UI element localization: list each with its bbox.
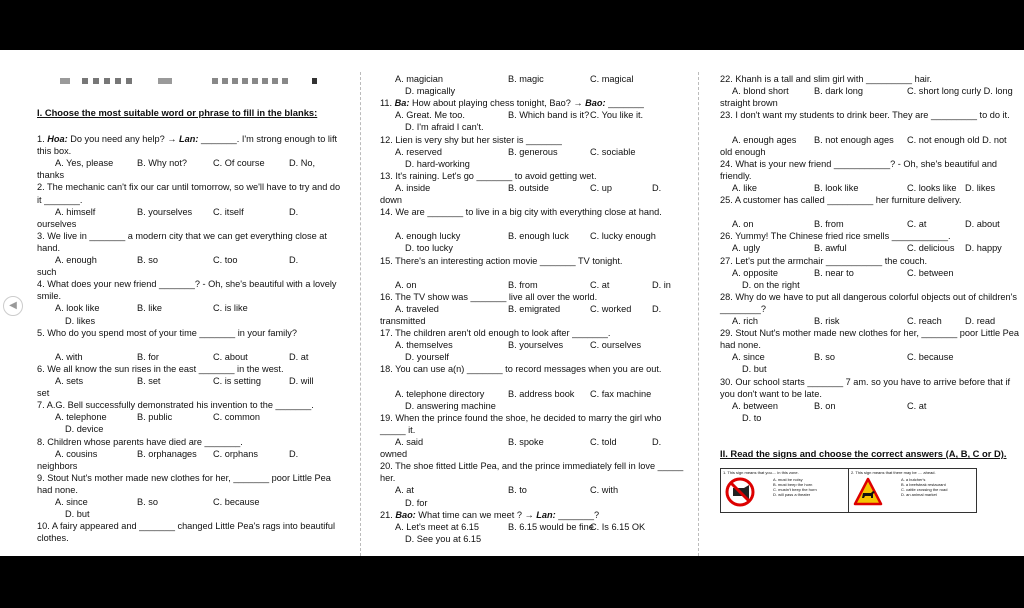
answer-option: B. enough luck [508,231,569,242]
question-fragment: What time can we meet ? → [415,509,537,520]
answer-option: A. inside [395,182,431,193]
question-text: old enough [720,146,766,157]
answer-option: D. [652,182,662,193]
question-text: 20. The shoe fitted Little Pea, and the prince immediately fell in love _____ [380,461,684,472]
sign-question: 1. This sign means that you.... in this zone. [723,470,799,475]
answer-option: A. said [395,437,424,447]
column-2 [380,50,684,556]
answer-option: D. [289,206,299,217]
speaker-name: Ba: [394,98,410,109]
answer-option: B. public [137,412,173,423]
question-text: 22. Khanh is a tall and slim girl with _________ hair. [720,74,932,84]
answer-option: A. himself [55,206,96,217]
sign-option: A. a butcher's [901,477,926,482]
column-divider [698,72,699,556]
question-text: 6. We all know the sun rises in the east _______ in the west. [37,363,284,374]
question-text: neighbors [37,460,78,471]
answer-option: B. magic [508,74,544,84]
question-text: friendly. [720,170,752,181]
question-text [37,133,337,145]
answer-option: A. on [732,219,754,230]
answer-option: B. Which band is it? [508,110,590,121]
question-text: 27. Let's put the armchair ___________ the couch. [720,255,928,266]
question-text: down [380,195,402,205]
answer-option: C. at [907,219,927,230]
answer-option: A. traveled [395,303,439,314]
answer-option: A. Great. Me too. [395,110,465,121]
answer-option: A. on [395,279,417,290]
answer-option: A. reserved [395,146,442,157]
question-text: 19. When the prince found the shoe, he decided to marry the girl who [380,412,662,423]
answer-option: A. Let's meet at 6.15 [395,521,479,532]
answer-option: B. outside [508,182,549,193]
no-horn-sign-icon [725,477,755,507]
question-text: hand. [37,242,60,253]
question-text: 15. There's an interesting action movie _______ TV tonight. [380,255,623,266]
question-text: this box. [37,146,72,157]
answer-option: B. near to [814,267,854,278]
sign-item-2 [849,469,976,512]
answer-option: D. [652,437,662,447]
question-text: owned [380,449,408,460]
answer-option: D. answering machine [405,400,496,411]
answer-option: D. [652,303,662,314]
answer-option: B. Why not? [137,158,188,169]
question-fragment: How about playing chess tonight, Bao? → [409,98,586,109]
sign-option: B. must beep the horn [773,482,813,487]
answer-option: B. risk [814,316,840,326]
section-title: II. Read the signs and choose the correct answers (A, B, C or D). [720,448,1007,459]
previous-page-button[interactable] [3,296,23,316]
answer-option: C. ourselves [590,340,642,351]
answer-option: C. told [590,437,617,447]
sign-option: D. an animal market [901,492,937,497]
question-text: 23. I don't want my students to drink beer. They are _________ to do it. [720,110,1010,121]
answer-option: B. set [137,376,161,386]
answer-option: B. awful [814,243,847,254]
sign-item-1 [721,469,849,512]
answer-option: D. hard-working [405,158,470,169]
question-text: 30. Our school starts _______ 7 am. so you have to arrive before that if [720,376,1011,387]
question-fragment: _______ [605,98,644,109]
answer-option: D. likes [65,315,96,326]
question-text: 12. Lien is very shy but her sister is _______ [380,134,562,145]
answer-option: B. so [814,352,835,363]
question-text: set [37,388,50,399]
question-text: such [37,267,57,278]
question-fragment: _______. I'm strong enough to lift [198,134,338,144]
answer-option: A. opposite [732,267,778,278]
column-divider [360,72,361,556]
question-text: 24. What is your new friend ___________? - Oh, she's beautiful and [720,158,998,169]
answer-option: D. device [65,424,104,435]
bottom-black-bar [0,556,1024,608]
answer-option: D. [289,255,299,265]
document-page [0,50,1024,556]
answer-option: C. delicious [907,243,955,254]
answer-option: C. at [907,400,927,411]
answer-option: C. itself [213,206,244,217]
answer-option: C. worked [590,303,632,314]
answer-option: D. happy [965,243,1002,254]
answer-option: C. orphans [213,448,258,459]
answer-option: C. too [213,255,238,265]
sign-option: D. will pass a theater [773,492,811,497]
answer-option: B. for [137,351,159,362]
answer-option: B. not enough ages [814,134,894,145]
answer-option: D. on the right [742,279,800,290]
answer-option: B. from [814,219,844,230]
answer-option: C. between [907,267,954,278]
answer-option: D. too lucky [405,243,453,254]
answer-option: D. to [742,412,762,423]
answer-option: A. since [55,497,88,507]
chevron-left-icon: ◀ [9,300,17,311]
question-text: had none. [37,484,78,495]
question-text: ________? [720,303,766,314]
question-text [380,509,599,521]
question-text: 4. What does your new friend _______? - Oh, she's beautiful with a lovely [37,279,337,290]
answer-option: D. will [289,376,314,386]
answer-option: C. sociable [590,146,636,157]
question-text: 5. Who do you spend most of your time _______ in your family? [37,327,297,338]
speaker-name: Lan: [179,134,199,144]
question-text: it _______. [37,194,83,205]
question-text: 8. Children whose parents have died are _______. [37,436,243,447]
answer-option: C. magical [590,74,634,84]
question-text: 2. The mechanic can't fix our car until tomorrow, so we'll have to try and do [37,182,341,193]
answer-option: A. themselves [395,340,453,351]
answer-option: A. enough lucky [395,231,461,242]
question-text: her. [380,473,396,484]
answer-option: B. orphanages [137,448,197,459]
question-text: 17. The children aren't old enough to look after _______. [380,328,611,339]
answer-option: A. like [732,182,758,193]
answer-option: C. not enough old D. not [907,134,1007,145]
question-text: clothes. [37,533,69,544]
sign-option: A. must be noisy [773,477,803,482]
answer-option: C. common [213,412,260,423]
answer-option: D. yourself [405,352,449,363]
question-fragment: 21. [380,509,396,520]
answer-option: A. telephone [55,412,107,423]
answer-option: B. from [508,279,538,290]
question-text: 29. Stout Nut's mother made new clothes for her, _______ poor Little Pea [720,328,1019,339]
answer-option: A. blond short [732,86,789,97]
question-text [380,97,644,109]
answer-option: C. is like [213,303,248,314]
question-text: 3. We live in _______ a modern city that we can get everything close at [37,230,327,241]
answer-option: C. fax machine [590,388,652,399]
answer-option: A. look like [55,303,100,314]
answer-option: D. read [965,316,996,326]
sign-options [773,477,817,497]
answer-option: C. reach [907,316,942,326]
answer-option: A. enough ages [732,134,797,145]
question-fragment: Do you need any help? → [67,134,179,144]
answer-option: D. in [652,279,671,290]
question-text: 16. The TV show was _______ live all over the world. [380,291,598,302]
answer-option: A. sets [55,376,84,386]
speaker-name: Bao: [585,98,606,109]
section-title: I. Choose the most suitable word or phrase to fill in the blanks: [37,107,318,118]
question-text: 18. You can use a(n) _______ to record messages when you are out. [380,364,662,375]
question-text: transmitted [380,316,426,326]
speaker-name: Hoa: [47,134,68,144]
question-text: _____ it. [380,424,416,435]
answer-option: B. like [137,303,163,314]
answer-option: D. See you at 6.15 [405,533,482,544]
answer-option: B. yourselves [508,340,564,351]
question-text: 14. We are _______ to live in a big city with everything close at hand. [380,207,662,218]
sign-option: B. a beefsteak restaurant [901,482,946,487]
question-text: 28. Why do we have to put all dangerous colorful objects out of children's [720,291,1017,302]
answer-option: C. Of course [213,158,265,169]
answer-option: D. but [65,509,90,520]
answer-option: A. ugly [732,243,761,254]
answer-option: B. emigrated [508,303,561,314]
answer-option: B. yourselves [137,206,193,217]
answer-option: C. lucky enough [590,231,656,242]
answer-option: D. magically [405,86,456,97]
answer-option: D. but [742,364,767,375]
answer-option: C. short long curly D. long [907,86,1013,97]
answer-option: C. You like it. [590,110,644,121]
answer-option: D. I'm afraid I can't. [405,122,484,133]
question-text: 10. A fairy appeared and _______ changed Little Pea's rags into beautiful [37,521,336,532]
answer-option: A. enough [55,255,97,265]
question-text: 13. It's raining. Let's go _______ to avoid getting wet. [380,170,597,181]
answer-option: A. rich [732,316,759,326]
answer-option: D. at [289,351,309,362]
answer-option: A. since [732,352,765,363]
question-text: straight brown [720,98,778,109]
answer-option: A. magician [395,74,444,84]
question-text: 26. Yummy! The Chinese fried rice smells ___________. [720,231,951,242]
question-fragment: 11. [380,98,395,109]
question-fragment: 1. [37,134,48,144]
answer-option: B. address book [508,388,575,399]
answer-option: A. at [395,485,414,496]
answer-option: C. up [590,182,612,193]
question-text: you don't want to be late. [720,388,822,399]
answer-option: D. for [405,497,428,508]
answer-option: C. about [213,351,248,362]
sign-question: 2. This sign means that there may be .... ahead. [851,470,936,475]
answer-option: A. cousins [55,448,98,459]
answer-option: D. [289,448,299,459]
question-text: ourselves [37,218,77,229]
top-black-bar [0,0,1024,50]
answer-option: C. at [590,279,610,290]
answer-option: D. about [965,219,1000,230]
question-fragment: _______? [555,509,600,520]
speaker-name: Lan: [536,509,556,520]
answer-option: B. dark long [814,86,864,97]
answer-option: A. Yes, please [55,158,114,169]
answer-option: C. Is 6.15 OK [590,521,646,532]
answer-option: B. so [137,255,158,265]
answer-option: A. between [732,400,778,411]
question-text: had none. [720,340,761,351]
column-1 [37,50,341,556]
answer-option: C. is setting [213,376,261,386]
sign-option: C. mustn't beep the horn [773,487,817,492]
sign-options [901,477,947,497]
answer-option: B. look like [814,182,859,193]
answer-option: B. to [508,485,527,496]
answer-option: B. on [814,400,836,411]
question-text: 7. A.G. Bell successfully demonstrated his invention to the _______. [37,400,314,411]
answer-option: B. 6.15 would be fine [508,521,594,532]
answer-option: C. because [213,497,260,507]
answer-option: D. No, [289,158,316,169]
sign-option: C. cattle crossing the road [901,487,948,492]
answer-option: C. because [907,352,954,363]
question-text: 9. Stout Nut's mother made new clothes for her, _______ poor Little Pea [37,472,331,483]
answer-option: D. likes [965,182,996,193]
answer-option: B. spoke [508,437,544,447]
answer-option: B. generous [508,146,558,157]
question-text: thanks [37,170,65,181]
signs-table [720,468,977,513]
question-text: 25. A customer has called _________ her furniture delivery. [720,195,962,205]
answer-option: A. telephone directory [395,388,485,399]
answer-option: C. looks like [907,182,957,193]
answer-option: A. with [55,351,83,362]
column-3 [720,50,1019,556]
question-text: smile. [37,291,61,302]
speaker-name: Bao: [395,509,416,520]
answer-option: C. with [590,485,619,496]
answer-option: B. so [137,497,158,507]
cattle-crossing-sign-icon [853,477,883,507]
